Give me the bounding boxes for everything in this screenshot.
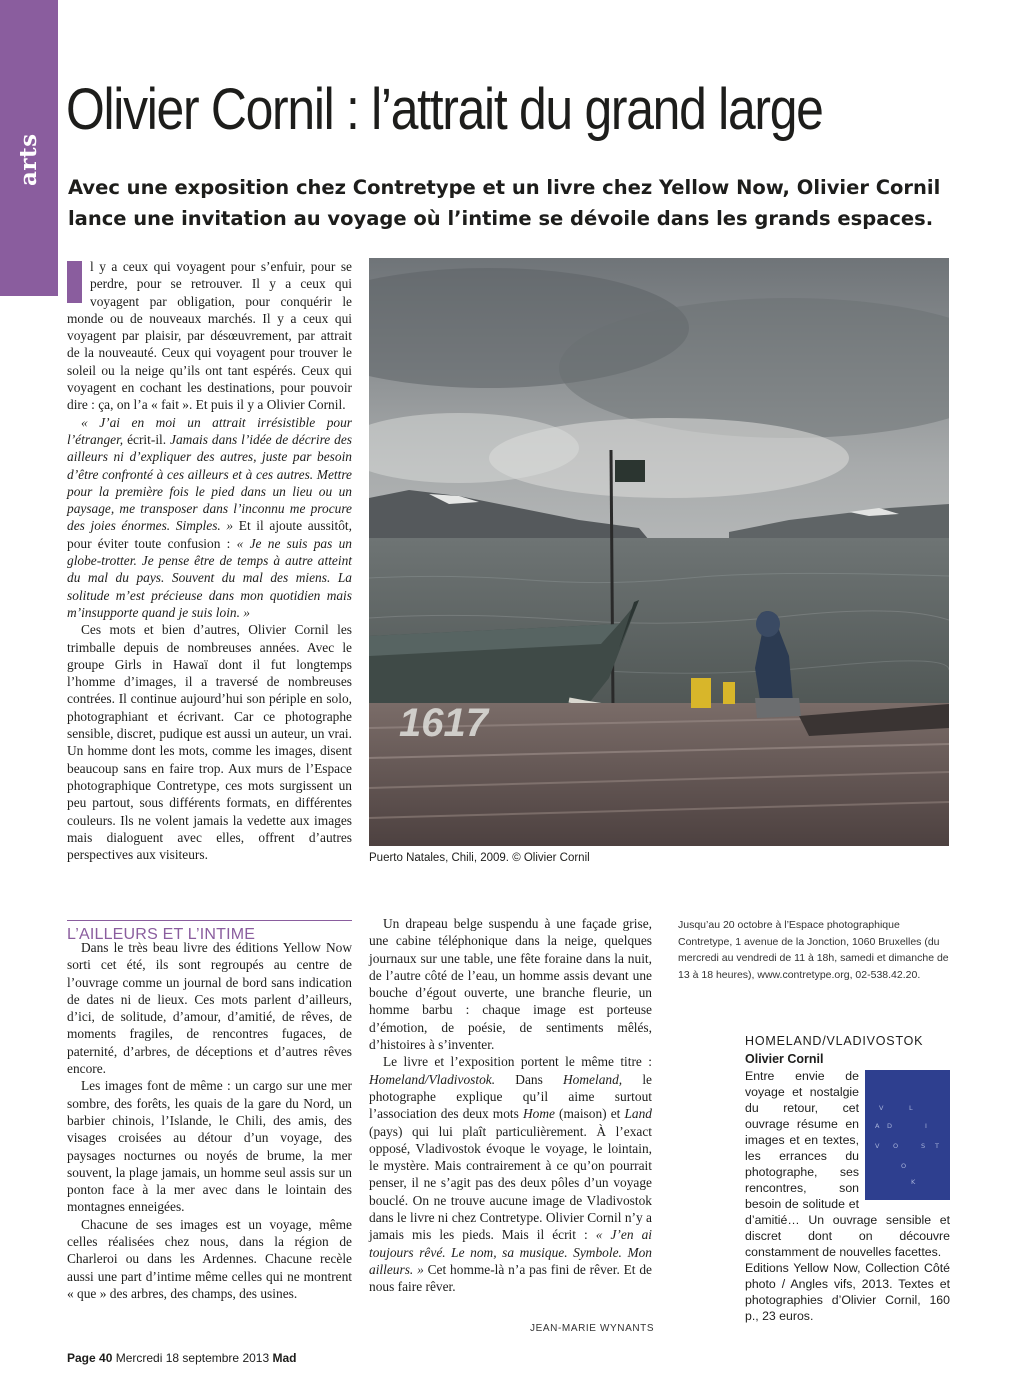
- paragraph: Dans le très beau livre des éditions Yellow Now sorti cet été, ils sont regroupés au centre de l’ouvrage comme un journal de bord sans indication de dates ni de lieux. Ces mots parlent d’ailleurs, d’ici, de solitude, d’amour, d’amitié, de rêves, de moments fragiles, de rencontres fugaces, de paternité, d’arbres, de déceptions et d’autres rêves encore.: [67, 940, 352, 1077]
- book-cover: [865, 1070, 950, 1200]
- paragraph-text: l y a ceux qui voyagent pour s’enfuir, pour se perdre, pour se retrouver. Il y a ceux qui voyagent par obligation, pour conquérir le monde ou de nouveaux marchés. Il y a ceux qui voyagent par plaisir, par désœuvrement, par attrait de la nouveauté. Ceux qui voyagent pour trouver le soleil ou la neige qu’ils ont tant espérés. Ceux qui voyagent en cochant les destinations, pour pouvoir dire : ça, on l’a « fait ». Et puis il y a Olivier Cornil.: [67, 259, 352, 413]
- cover-letter: V: [875, 1142, 880, 1150]
- cover-letter: K: [911, 1178, 916, 1186]
- paragraph-text: (maison) et: [554, 1106, 625, 1122]
- hull-number: 1617: [399, 701, 488, 745]
- quote: Jamais dans l’idée de décrire des ailleurs ni d’expliquer des autres, juste par besoin d’être confronté à ces ailleurs et à ces autres. Mettre pour la première fois le pied dans un lieu ou un paysage, me transposer dans l’inconnu me procure des joies énormes. Simples. »: [67, 431, 352, 534]
- paragraph: Ces mots et bien d’autres, Olivier Cornil les trimballe depuis de nombreuses années. Avec le groupe Girls in Hawaï dont il fut longtemps l’homme d’images, il a traversé de nombreuses contrées. Il continue aujourd’hui son périple en solo, photographiant et écrivant. Car ce photographe sensible, discret, pudique est aussi un auteur, un vrai. Un homme dont les mots, comme les images, disent beaucoup sans en faire trop. Aux murs de l’Espace photographique Contretype, ces mots surgissent un peu partout, sous différents formats, en différentes couleurs. Ils ne volent jamais la vedette aux images mais dialoguent avec elles, offrent d’autres perspectives aux visiteurs.: [67, 622, 352, 863]
- quote: « Je ne suis pas un globe-trotter. Je pense être de temps à autre atteint du mal du pays. Souvent du mal des miens. La solitude m’est précieuse dans mon quotidien mais m’insupporte quand je suis loin. »: [67, 535, 352, 620]
- cover-letter: O: [893, 1142, 899, 1150]
- cover-letter: T: [935, 1142, 940, 1150]
- paragraph: Les images font de même : un cargo sur une mer sombre, des forêts, les quais de la gare du Nord, un barbier chinois, l’Islande, le Chili, des amis, des visages croisées au détour d’un voyage, des paysages nocturnes ou noyés de brume, la mer souvent, la plage jamais, un homme seul assis sur un ponton face à la mer avec dans le lointain des montagnes enneigées.: [67, 1078, 352, 1215]
- paragraph: Chacune de ses images est un voyage, même celles réalisées chez nous, dans la région de Charleroi ou dans les Ardennes. Chacune recèle aussi une part d’intime même celles qui ne montrent « que » des arbres, des champs, des usines.: [67, 1216, 352, 1301]
- issue-date: Mercredi 18 septembre 2013: [115, 1351, 270, 1365]
- page-title: Olivier Cornil : l’attrait du grand large: [66, 77, 823, 142]
- page-footer: [67, 1351, 296, 1365]
- paragraph: [67, 414, 352, 622]
- cover-letter: L: [909, 1104, 914, 1112]
- book-details: Editions Yellow Now, Collection Côté photo / Angles vifs, 2013. Textes et photographies d’Olivier Cornil, 160 p., 23 euros.: [745, 1261, 950, 1323]
- cover-letter: D: [887, 1122, 893, 1130]
- photo-caption: Puerto Natales, Chili, 2009. © Olivier Cornil: [369, 852, 590, 864]
- cover-letter: S: [921, 1142, 926, 1150]
- paragraph-text: écrit-il.: [123, 431, 171, 447]
- cover-letter: I: [925, 1122, 928, 1130]
- paragraph-text: Le livre et l’exposition portent le même titre :: [383, 1054, 652, 1070]
- cover-letter: O: [901, 1162, 907, 1170]
- standfirst: Avec une exposition chez Contretype et un livre chez Yellow Now, Olivier Cornil lance une invitation au voyage où l’intime se dévoile dans les grands espaces.: [68, 176, 941, 230]
- italic-text: Land: [624, 1106, 653, 1122]
- section-subhead: L’AILLEURS ET L’INTIME: [67, 926, 256, 943]
- book-review-text: Entre envie de voyage et nostalgie du retour, cet ouvrage résume en images et en textes, les errances du photographe, ses rencontres, son besoin de solitude et d’amitié… Un ouvrage sensible et discret dont on découvre constamment de nouvelles facettes.: [745, 1069, 950, 1259]
- paragraph: Un drapeau belge suspendu à une façade grise, une cabine téléphonique dans la neige, quelques journaux sur une table, une fête foraine dans la nuit, de l’autre côté de l’eau, un homme assis devant une bouche d’égout ouverte, une branche fleurie, un homme barbu : chaque image est porteuse d’émotion, de poésie, de sentiments mêlés, d’histoires à s’inventer.: [369, 916, 652, 1053]
- paragraph-text: Et il ajoute aussitôt, pour éviter toute confusion :: [67, 518, 353, 551]
- book-title: HOMELAND/VLADIVOSTOK: [745, 1034, 924, 1048]
- dropcap-i: [67, 261, 82, 303]
- section-tag: arts: [15, 133, 42, 186]
- article-column-2: [67, 939, 352, 1302]
- paragraph-text: Dans: [495, 1071, 563, 1087]
- italic-text: Homeland/Vladivostok.: [369, 1071, 496, 1087]
- cover-letter: V: [879, 1104, 884, 1112]
- paragraph-text: le photographe explique qu’il aime surtout l’association des deux mots: [369, 1071, 653, 1122]
- italic-text: Homeland,: [563, 1071, 623, 1087]
- main-photo: [369, 258, 949, 846]
- article-column-3: [369, 915, 652, 1296]
- harbor-photo: [369, 258, 949, 846]
- book-review: [745, 1068, 950, 1324]
- italic-text: Home: [522, 1106, 555, 1122]
- cover-letter: A: [875, 1122, 880, 1130]
- paragraph-text: Cet homme-là n’a pas fini de rêver. Et de nous faire rêver.: [369, 1261, 652, 1295]
- italic-text: « J’en ai toujours rêvé. Le nom, sa musique. Symbole. Mon ailleurs. »: [369, 1227, 652, 1277]
- paragraph: [67, 258, 352, 414]
- magazine-brand: Mad: [272, 1351, 297, 1365]
- exhibition-info: Jusqu’au 20 octobre à l’Espace photographique Contretype, 1 avenue de la Jonction, 1060 Bruxelles (du mercredi au vendredi de 11 à 18h, samedi et dimanche de 13 à 18 heures), www.contretype.org, 02-538.42.20.: [678, 919, 949, 981]
- quote: « J’ai en moi un attrait irrésistible pour l’étranger,: [67, 414, 352, 447]
- author-signature: JEAN-MARIE WYNANTS: [530, 1323, 655, 1334]
- page-number: Page 40: [67, 1351, 113, 1365]
- article-column-1: [67, 258, 352, 863]
- paragraph-text: (pays) qui lui plaît particulièrement. À l’exact opposé, Vladivostok évoque le voyage, le lointain, le mystère. Mais contrairement à ce qu’on pourrait penser, il ne s’agit pas des deux pôles d’un voyage bouclé. On ne trouve aucune image de Vladivostok dans le livre ni chez Contretype. Olivier Cornil n’y a jamais mis les pieds. Mais il écrit :: [369, 1123, 652, 1243]
- paragraph: [369, 1053, 652, 1295]
- book-author: Olivier Cornil: [745, 1052, 824, 1066]
